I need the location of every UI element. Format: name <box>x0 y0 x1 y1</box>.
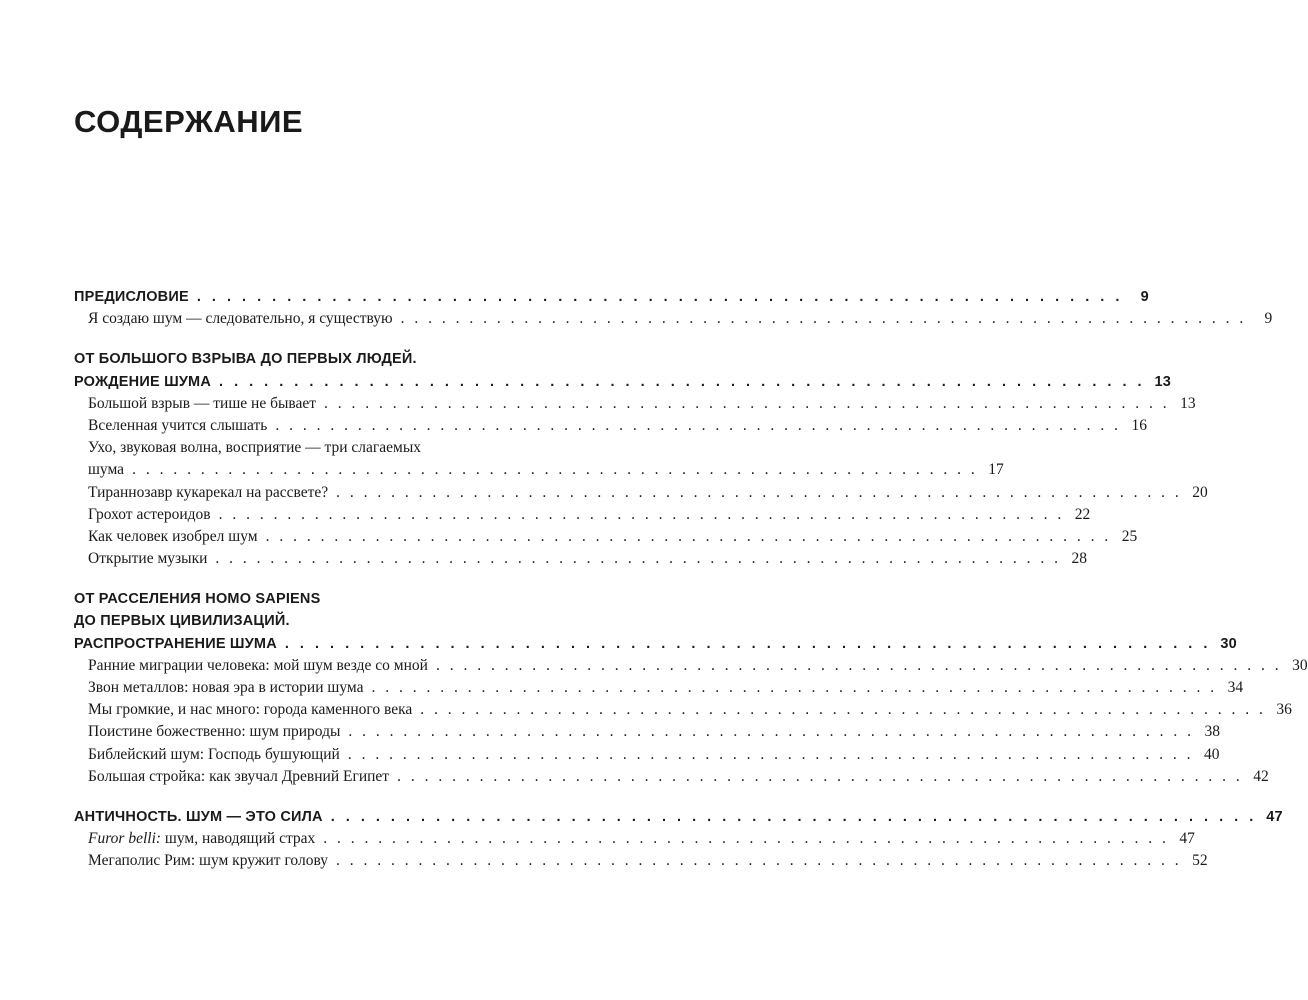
toc-entry[interactable] <box>74 699 1292 721</box>
page-number: 16 <box>1131 416 1147 434</box>
toc-entry[interactable] <box>74 744 1220 766</box>
toc-entry[interactable] <box>74 677 1244 699</box>
page-number: 47 <box>1266 808 1283 825</box>
toc-entry[interactable] <box>74 655 1308 677</box>
entry-title-italic: Furor belli: <box>88 830 162 848</box>
entry-title: Библейский шум: Господь бушующий <box>88 745 340 763</box>
page-number: 28 <box>1071 550 1088 568</box>
entry-title: Мы громкие, и нас много: города каменного века <box>88 701 413 719</box>
toc-section-preface <box>74 286 1273 330</box>
page-number: 20 <box>1192 483 1208 501</box>
entry-title-line: Ухо, звуковая волна, восприятие — три слагаемых <box>88 439 422 457</box>
page-number: 30 <box>1292 656 1308 674</box>
entry-title: Грохот астероидов <box>88 505 211 523</box>
page-number: 36 <box>1276 701 1292 719</box>
leader-dots: . . . . . . . . . . . . . . . . . . . . . . . . . . . . . . . . . . . . . . . . . . . . . . . . . . . . . . . . . . . . . . <box>336 483 1182 501</box>
entry-title: Большая стройка: как звучал Древний Египет <box>88 767 390 785</box>
toc-entry[interactable] <box>74 415 1147 437</box>
toc-chapter[interactable] <box>74 371 1172 393</box>
leader-dots: . . . . . . . . . . . . . . . . . . . . . . . . . . . . . . . . . . . . . . . . . . . . . . . . . . . . . . . . . . . . . . <box>196 289 1123 305</box>
page-number: 9 <box>1140 289 1149 305</box>
page-number: 9 <box>1264 310 1273 328</box>
toc-entry[interactable] <box>74 459 1004 481</box>
toc-entry[interactable] <box>74 850 1208 872</box>
entry-title: Я создаю шум — следовательно, я существую <box>88 310 393 328</box>
toc-chapter[interactable] <box>74 286 1149 308</box>
leader-dots: . . . . . . . . . . . . . . . . . . . . . . . . . . . . . . . . . . . . . . . . . . . . . . . . . . . . . . . . . . . . . . <box>400 310 1247 328</box>
page-title: СОДЕРЖАНИЕ <box>74 104 304 139</box>
leader-dots: . . . . . . . . . . . . . . . . . . . . . . . . . . . . . . . . . . . . . . . . . . . . . . . . . . . . . . . . . . . . . . <box>219 373 1146 390</box>
page-number: 34 <box>1227 679 1244 696</box>
entry-title: Мегаполис Рим: шум кружит голову <box>88 852 329 870</box>
toc-entry[interactable] <box>74 308 1273 330</box>
chapter-title: ПРЕДИСЛОВИЕ <box>74 289 189 305</box>
leader-dots: . . . . . . . . . . . . . . . . . . . . . . . . . . . . . . . . . . . . . . . . . . . . . . . . . . . . . . . . . . . . . . <box>132 461 978 479</box>
toc-entry[interactable] <box>74 504 1091 526</box>
chapter-title: АНТИЧНОСТЬ. ШУМ — ЭТО СИЛА <box>74 808 323 825</box>
page-number: 52 <box>1192 852 1208 870</box>
toc-entry[interactable] <box>74 721 1221 743</box>
leader-dots: . . . . . . . . . . . . . . . . . . . . . . . . . . . . . . . . . . . . . . . . . . . . . . . . . . . . . . . . . . . . . . <box>215 550 1062 568</box>
table-of-contents <box>74 286 1308 873</box>
chapter-title: РОЖДЕНИЕ ШУМА <box>74 373 212 390</box>
entry-title-rest: шум, наводящий страх <box>161 830 316 848</box>
chapter-title-line: ДО ПЕРВЫХ ЦИВИЛИЗАЦИЙ. <box>74 613 290 630</box>
toc-entry[interactable] <box>74 828 1195 850</box>
page-number: 22 <box>1074 505 1091 523</box>
toc-chapter[interactable] <box>74 633 1237 655</box>
toc-section-birth-of-noise <box>74 348 1208 570</box>
chapter-title: РАСПРОСТРАНЕНИЕ ШУМА <box>74 635 277 652</box>
entry-title: Большой взрыв — тише не бывает <box>88 394 317 412</box>
toc-section-antiquity <box>74 806 1283 873</box>
toc-entry[interactable] <box>74 393 1196 415</box>
entry-title: Вселенная учится слышать <box>88 416 268 434</box>
entry-title: Ранние миграции человека: мой шум везде со мной <box>88 656 428 674</box>
leader-dots: . . . . . . . . . . . . . . . . . . . . . . . . . . . . . . . . . . . . . . . . . . . . . . . . . . . . . . . . . . . . . . <box>275 416 1121 434</box>
page-number: 42 <box>1253 767 1269 785</box>
entry-title: Тираннозавр кукарекал на рассвете? <box>88 483 329 501</box>
leader-dots: . . . . . . . . . . . . . . . . . . . . . . . . . . . . . . . . . . . . . . . . . . . . . . . . . . . . . . . . . . . . . . <box>420 701 1266 719</box>
page-number: 40 <box>1203 745 1220 763</box>
leader-dots: . . . . . . . . . . . . . . . . . . . . . . . . . . . . . . . . . . . . . . . . . . . . . . . . . . . . . . . . . . . . . . <box>218 505 1065 523</box>
leader-dots: . . . . . . . . . . . . . . . . . . . . . . . . . . . . . . . . . . . . . . . . . . . . . . . . . . . . . . . . . . . . . . <box>397 767 1243 785</box>
page-number: 38 <box>1204 723 1221 741</box>
chapter-title-line: ОТ БОЛЬШОГО ВЗРЫВА ДО ПЕРВЫХ ЛЮДЕЙ. <box>74 351 417 368</box>
entry-title: Как человек изобрел шум <box>88 527 258 545</box>
toc-entry[interactable] <box>74 482 1208 504</box>
page-number: 47 <box>1179 830 1195 848</box>
entry-title: Звон металлов: новая эра в истории шума <box>88 679 364 696</box>
entry-title: шума <box>88 461 125 479</box>
toc-entry[interactable] <box>74 548 1088 570</box>
chapter-title-line: ОТ РАССЕЛЕНИЯ HOMO SAPIENS <box>74 591 321 608</box>
page-number: 30 <box>1220 635 1237 652</box>
leader-dots: . . . . . . . . . . . . . . . . . . . . . . . . . . . . . . . . . . . . . . . . . . . . . . . . . . . . . . . . . . . . . . <box>265 527 1112 545</box>
leader-dots: . . . . . . . . . . . . . . . . . . . . . . . . . . . . . . . . . . . . . . . . . . . . . . . . . . . . . . . . . . . . . . <box>323 830 1169 848</box>
page-number: 13 <box>1154 373 1172 390</box>
leader-dots: . . . . . . . . . . . . . . . . . . . . . . . . . . . . . . . . . . . . . . . . . . . . . . . . . . . . . . . . . . . . . . <box>284 635 1211 652</box>
entry-title: Поистине божественно: шум природы <box>88 723 341 741</box>
entry-title: Открытие музыки <box>88 550 208 568</box>
toc-entry[interactable] <box>74 766 1269 788</box>
leader-dots: . . . . . . . . . . . . . . . . . . . . . . . . . . . . . . . . . . . . . . . . . . . . . . . . . . . . . . . . . . . . . . <box>324 394 1170 412</box>
toc-section-spread-of-noise <box>74 588 1308 788</box>
toc-entry[interactable] <box>74 526 1138 548</box>
leader-dots: . . . . . . . . . . . . . . . . . . . . . . . . . . . . . . . . . . . . . . . . . . . . . . . . . . . . . . . . . . . . . . <box>330 808 1257 825</box>
leader-dots: . . . . . . . . . . . . . . . . . . . . . . . . . . . . . . . . . . . . . . . . . . . . . . . . . . . . . . . . . . . . . . <box>347 745 1194 763</box>
entry-title <box>88 828 315 850</box>
leader-dots: . . . . . . . . . . . . . . . . . . . . . . . . . . . . . . . . . . . . . . . . . . . . . . . . . . . . . . . . . . . . . . <box>336 852 1182 870</box>
page-number: 17 <box>988 461 1004 479</box>
page-number: 25 <box>1121 527 1138 545</box>
leader-dots: . . . . . . . . . . . . . . . . . . . . . . . . . . . . . . . . . . . . . . . . . . . . . . . . . . . . . . . . . . . . . . <box>348 723 1195 741</box>
leader-dots: . . . . . . . . . . . . . . . . . . . . . . . . . . . . . . . . . . . . . . . . . . . . . . . . . . . . . . . . . . . . . . <box>371 679 1218 696</box>
toc-chapter[interactable] <box>74 806 1283 828</box>
leader-dots: . . . . . . . . . . . . . . . . . . . . . . . . . . . . . . . . . . . . . . . . . . . . . . . . . . . . . . . . . . . . . . <box>435 656 1282 674</box>
page-number: 13 <box>1180 394 1196 412</box>
